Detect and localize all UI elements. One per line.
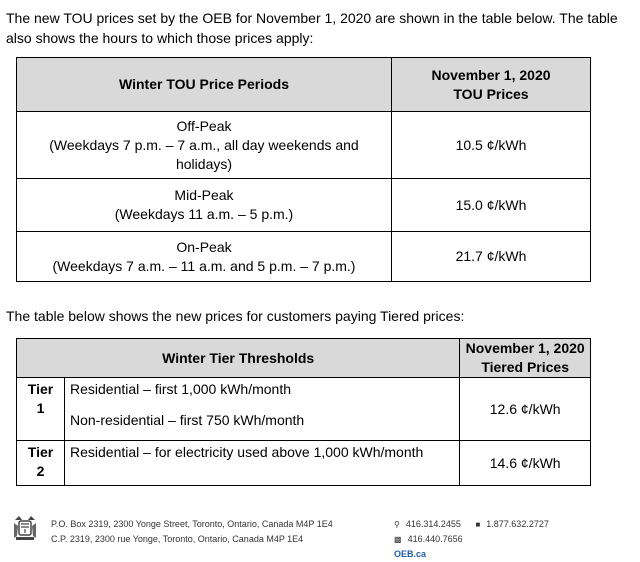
table-row xyxy=(17,232,591,282)
ontario-crest-icon xyxy=(12,514,38,542)
tou-period-name: On-Peak xyxy=(176,238,232,255)
tier-description-nonresidential: Non-residential – first 750 kWh/month xyxy=(70,412,305,428)
tou-period-name: Mid-Peak xyxy=(174,187,234,203)
fax-icon: ▩ xyxy=(394,535,402,544)
tou-price-cell: 15.0 ¢/kWh xyxy=(392,179,591,232)
tou-price-cell: 10.5 ¢/kWh xyxy=(392,112,591,179)
phone-number: 416.314.2455 xyxy=(405,519,461,529)
footer-address xyxy=(51,517,333,547)
table-row xyxy=(17,179,591,232)
tier-description-cell xyxy=(65,378,460,441)
letterhead-footer xyxy=(0,512,640,559)
tier-header-date: November 1, 2020 xyxy=(465,340,585,356)
tou-price-table xyxy=(16,57,591,282)
tier-price-table xyxy=(16,338,591,486)
tou-period-cell xyxy=(17,112,392,179)
table-row xyxy=(17,378,591,441)
tollfree-number: 1.877.632.2727 xyxy=(486,519,549,529)
tou-period-name: Off-Peak xyxy=(176,117,232,134)
tou-period-hours: (Weekdays 7 a.m. – 11 a.m. and 5 p.m. – 7 p.m.) xyxy=(52,257,356,274)
tier-number-cell xyxy=(17,441,65,486)
tier-header-row xyxy=(17,339,591,378)
table-row xyxy=(17,112,591,179)
tier-label: Tier xyxy=(27,444,54,460)
tollfree-icon: ■ xyxy=(475,520,481,529)
tou-price-cell: 21.7 ¢/kWh xyxy=(392,232,591,282)
tier-description-cell xyxy=(65,441,460,486)
tier-price-cell: 12.6 ¢/kWh xyxy=(460,378,591,441)
tou-header-prices xyxy=(392,58,591,112)
tier-header-label: Tiered Prices xyxy=(481,359,569,375)
tou-period-cell xyxy=(17,179,392,232)
phone-icon: ⚲ xyxy=(394,520,400,529)
tier-number: 1 xyxy=(36,400,45,416)
tou-period-hours: (Weekdays 7 p.m. – 7 a.m., all day weekends and holidays) xyxy=(49,136,359,172)
fax-number: 416.440.7656 xyxy=(407,534,463,544)
tier-header-prices xyxy=(460,339,591,378)
tier-number: 2 xyxy=(36,463,45,479)
tou-header-date: November 1, 2020 xyxy=(431,66,551,83)
tou-header-row xyxy=(17,58,591,112)
website-link[interactable]: OEB.ca xyxy=(394,549,427,559)
table-row xyxy=(17,441,591,486)
tier-price-cell: 14.6 ¢/kWh xyxy=(460,441,591,486)
tou-header-periods: Winter TOU Price Periods xyxy=(17,58,392,112)
tier-label: Tier xyxy=(27,381,54,397)
tier-number-cell xyxy=(17,378,65,441)
intro-paragraph: The new TOU prices set by the OEB for November 1, 2020 are shown in the table below. The table also shows the hours to which those prices apply: xyxy=(6,10,618,46)
fax-contact xyxy=(394,534,469,544)
address-french: C.P. 2319, 2300 rue Yonge, Toronto, Ontario, Canada M4P 1E4 xyxy=(51,534,304,544)
tier-description-residential: Residential – first 1,000 kWh/month xyxy=(70,381,291,397)
tou-period-cell xyxy=(17,232,392,282)
tier-header-thresholds: Winter Tier Thresholds xyxy=(17,339,460,378)
phone-contact xyxy=(394,519,467,529)
tier-intro-paragraph: The table below shows the new prices for customers paying Tiered prices: xyxy=(6,308,465,324)
tollfree-contact xyxy=(475,519,554,529)
footer-contacts xyxy=(394,517,640,562)
tou-header-label: TOU Prices xyxy=(453,85,529,102)
tou-period-hours: (Weekdays 11 a.m. – 5 p.m.) xyxy=(114,206,294,222)
tier-description-residential: Residential – for electricity used above 1,000 kWh/month xyxy=(70,444,424,460)
address-english: P.O. Box 2319, 2300 Yonge Street, Toronto, Ontario, Canada M4P 1E4 xyxy=(51,519,333,529)
